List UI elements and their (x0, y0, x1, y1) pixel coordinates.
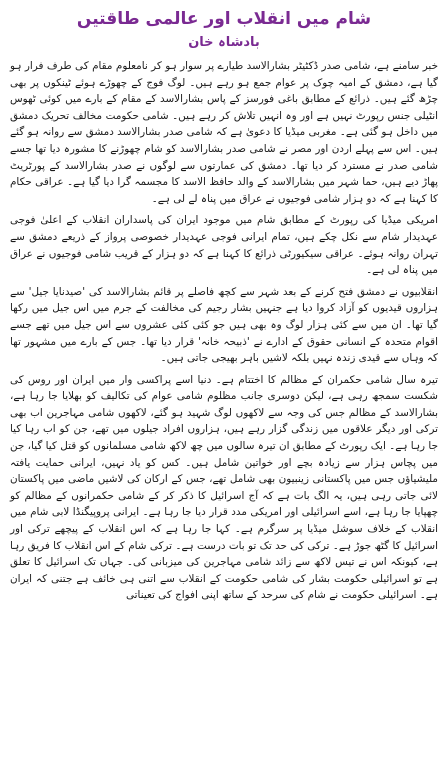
article-byline: بادشاہ خان (188, 35, 260, 50)
article-paragraph: انقلابیوں نے دمشق فتح کرنے کے بعد شہر سے کچھ فاصلے پر قائم بشارالاسد کی 'صیدنایا جیل' سے ہزاروں قیدیوں کو آزاد کروا دیا ہے جنہیں بشار رجیم کی مخالفت کے جرم میں اس جیل میں رکھا گیا تھا۔ ان میں سے کئی ہزار لوگ وہ بھی ہیں جو کئی کئی عشروں سے اس جیل میں تھے جسے اقوام متحدہ کے انسانی حقوق کے ادارے نے 'ذبیحہ خانہ' قرار دیا تھا۔ جس کے بارے میں مشہور تھا کہ وہاں سے قیدی زندہ نہیں بلکہ لاشیں باہر بھیجی جاتی ہیں۔ (10, 285, 438, 365)
article-paragraph: خبر سامنے ہے، شامی صدر ڈکٹیٹر بشارالاسد طیارے پر سوار ہو کر نامعلوم مقام کی طرف فرار ہو گیا ہے، دمشق کے امیہ چوک پر عوام جمع ہو رہے ہیں۔ لوگ فوج کے چھوڑے ہوئے ٹینکوں پر بھی چڑھ گئے ہیں۔ ذرائع کے مطابق باغی فورسز کے پاس بشارالاسد کے مقام کے بارے میں کوئی ٹھوس انٹیلی جنس رپورٹ نہیں ہے اور وہ انہیں تلاش کر رہے ہیں۔ شامی حکومت مخالف تحریک دمشق میں داخل ہو گئی ہے۔ مغربی میڈیا کا دعویٰ ہے کہ شامی صدر بشارالاسد دمشق سے روانہ ہو گئے ہیں۔ اس سے پہلے اردن اور مصر نے شامی صدر بشارالاسد کو شام چھوڑنے کا مشورہ دیا تھا جسے شامی صدر نے مسترد کر دیا تھا۔ دمشق کی عمارتوں سے لوگوں نے صدر بشارالاسد کے پورٹریٹ پھاڑ دیے ہیں، حما شہر میں بشارالاسد کے والد حافظ الاسد کا مجسمہ گرا دیا گیا ہے۔ عراقی حکام کا کہنا ہے کہ دو ہزار شامی فوجیوں نے عراق میں پناہ لے لی ہے۔ (10, 60, 438, 205)
article-paragraph: تیرہ سال شامی حکمران کے مظالم کا اختتام ہے۔ دنیا اسے پراکسی وار میں ایران اور روس کی شکست سمجھ رہی ہے، لیکن دوسری جانب مظلوم شامی عوام کی تکالیف کو بھلایا جا رہا ہے، بشارالاسد کے مظالم جس کی وجہ سے لاکھوں لوگ شہید ہو گئے، لاکھوں شامی مہاجرین اب بھی ترکی اور دیگر علاقوں میں زندگی گزار رہے ہیں، ہزاروں افراد جیلوں میں تھے، جن کو اب رہا کیا جا رہا ہے۔ ایک رپورٹ کے مطابق ان تیرہ سالوں میں چھ لاکھ شامی مسلمانوں کو قتل کیا گیا، جن میں پچاس ہزار سے زیادہ بچے اور خواتین شامل ہیں۔ کس کو یاد نہیں، ایرانی حمایت یافتہ ملیشیاؤں جس میں پاکستانی زینبیون بھی شامل تھے، جس کے ارکان کی لاشیں ماضی میں پاکستان لائی جاتی رہی ہیں، یہ الگ بات ہے کہ آج اسرائیل کا ذکر کر کے شامی حکمرانوں کے مظالم کو چھپایا جا رہا ہے، اسے اسرائیلی اور امریکی مدد قرار دیا جا رہا ہے۔ ایرانی پروپیگنڈا لابی شام میں انقلاب کے خلاف سوشل میڈیا پر سرگرم ہے۔ کہا جا رہا ہے کہ اس انقلاب کے پیچھے ترکی اور اسرائیل کا گٹھ جوڑ ہے۔ ترکی کی حد تک تو بات درست ہے۔ ترکی شام کے اس انقلاب کا فریق رہا ہے، کیونکہ اس نے تیس لاکھ سے زائد شامی مہاجرین کی میزبانی کی۔ جہاں تک اسرائیل کا تعلق ہے تو اسرائیلی حکومت بشار کی شامی حکومت کے انقلاب سے اتنی ہی خائف ہے جتنی کہ ایران ہے۔ اسرائیلی حکومت نے شام کی سرحد کے ساتھ اپنی افواج کی تعیناتی (10, 373, 438, 602)
article-headline: شام میں انقلاب اور عالمی طاقتیں (76, 9, 372, 29)
article-paragraph: امریکی میڈیا کی رپورٹ کے مطابق شام میں موجود ایران کی پاسداران انقلاب کے اعلیٰ فوجی عہدیدار شام سے نکل چکے ہیں، تمام ایرانی فوجی عہدیدار خصوصی پرواز کے ذریعے دمشق سے تہران روانہ ہوئے۔ عراقی سیکیورٹی ذرائع کا کہنا ہے کہ دو ہزار کے قریب شامی فوجیوں نے عراق میں پناہ لی ہے۔ (10, 214, 438, 277)
article-body (10, 58, 438, 604)
